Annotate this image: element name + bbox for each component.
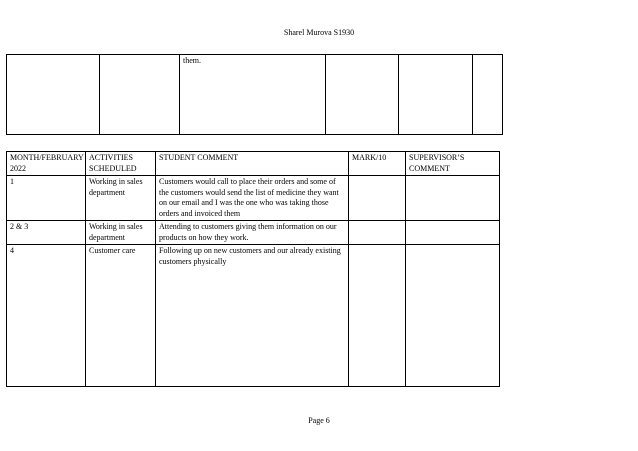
header-student-comment: STUDENT COMMENT xyxy=(156,152,349,176)
mark-cell xyxy=(349,221,406,245)
supervisor-comment-cell xyxy=(406,221,500,245)
activity-cell: Working in sales department xyxy=(86,176,156,221)
table-row xyxy=(7,55,503,135)
month-cell: 4 xyxy=(7,245,86,387)
month-cell: 1 xyxy=(7,176,86,221)
activity-cell: Customer care xyxy=(86,245,156,387)
continued-log-table xyxy=(6,54,503,135)
page-header: Sharel Murova S1930 xyxy=(283,28,355,37)
page-number: Page 6 xyxy=(308,416,330,425)
activity-log-table xyxy=(6,151,500,387)
header-activities: ACTIVITIES SCHEDULED xyxy=(86,152,156,176)
table-row xyxy=(7,221,500,245)
header-month: MONTH/FEBRUARY 2022 xyxy=(7,152,86,176)
table-cell xyxy=(100,55,180,135)
mark-cell xyxy=(349,176,406,221)
student-comment-cell: Attending to customers giving them information on our products on how they work. xyxy=(156,221,349,245)
table-cell xyxy=(399,55,473,135)
supervisor-comment-cell xyxy=(406,176,500,221)
student-comment-cell: Following up on new customers and our already existing customers physically xyxy=(156,245,349,387)
table-row xyxy=(7,176,500,221)
supervisor-comment-cell xyxy=(406,245,500,387)
table-row xyxy=(7,245,500,387)
mark-cell xyxy=(349,245,406,387)
table-cell xyxy=(326,55,399,135)
table-cell xyxy=(473,55,503,135)
header-supervisor-comment: SUPERVISOR’S COMMENT xyxy=(406,152,500,176)
activity-cell: Working in sales department xyxy=(86,221,156,245)
student-comment-cell: Customers would call to place their orders and some of the customers would send the list of medicine they want on our email and I was the one who was taking those orders and invoiced them xyxy=(156,176,349,221)
table-cell: them. xyxy=(180,55,326,135)
header-mark: MARK/10 xyxy=(349,152,406,176)
table-cell xyxy=(7,55,100,135)
table-header-row xyxy=(7,152,500,176)
month-cell: 2 & 3 xyxy=(7,221,86,245)
